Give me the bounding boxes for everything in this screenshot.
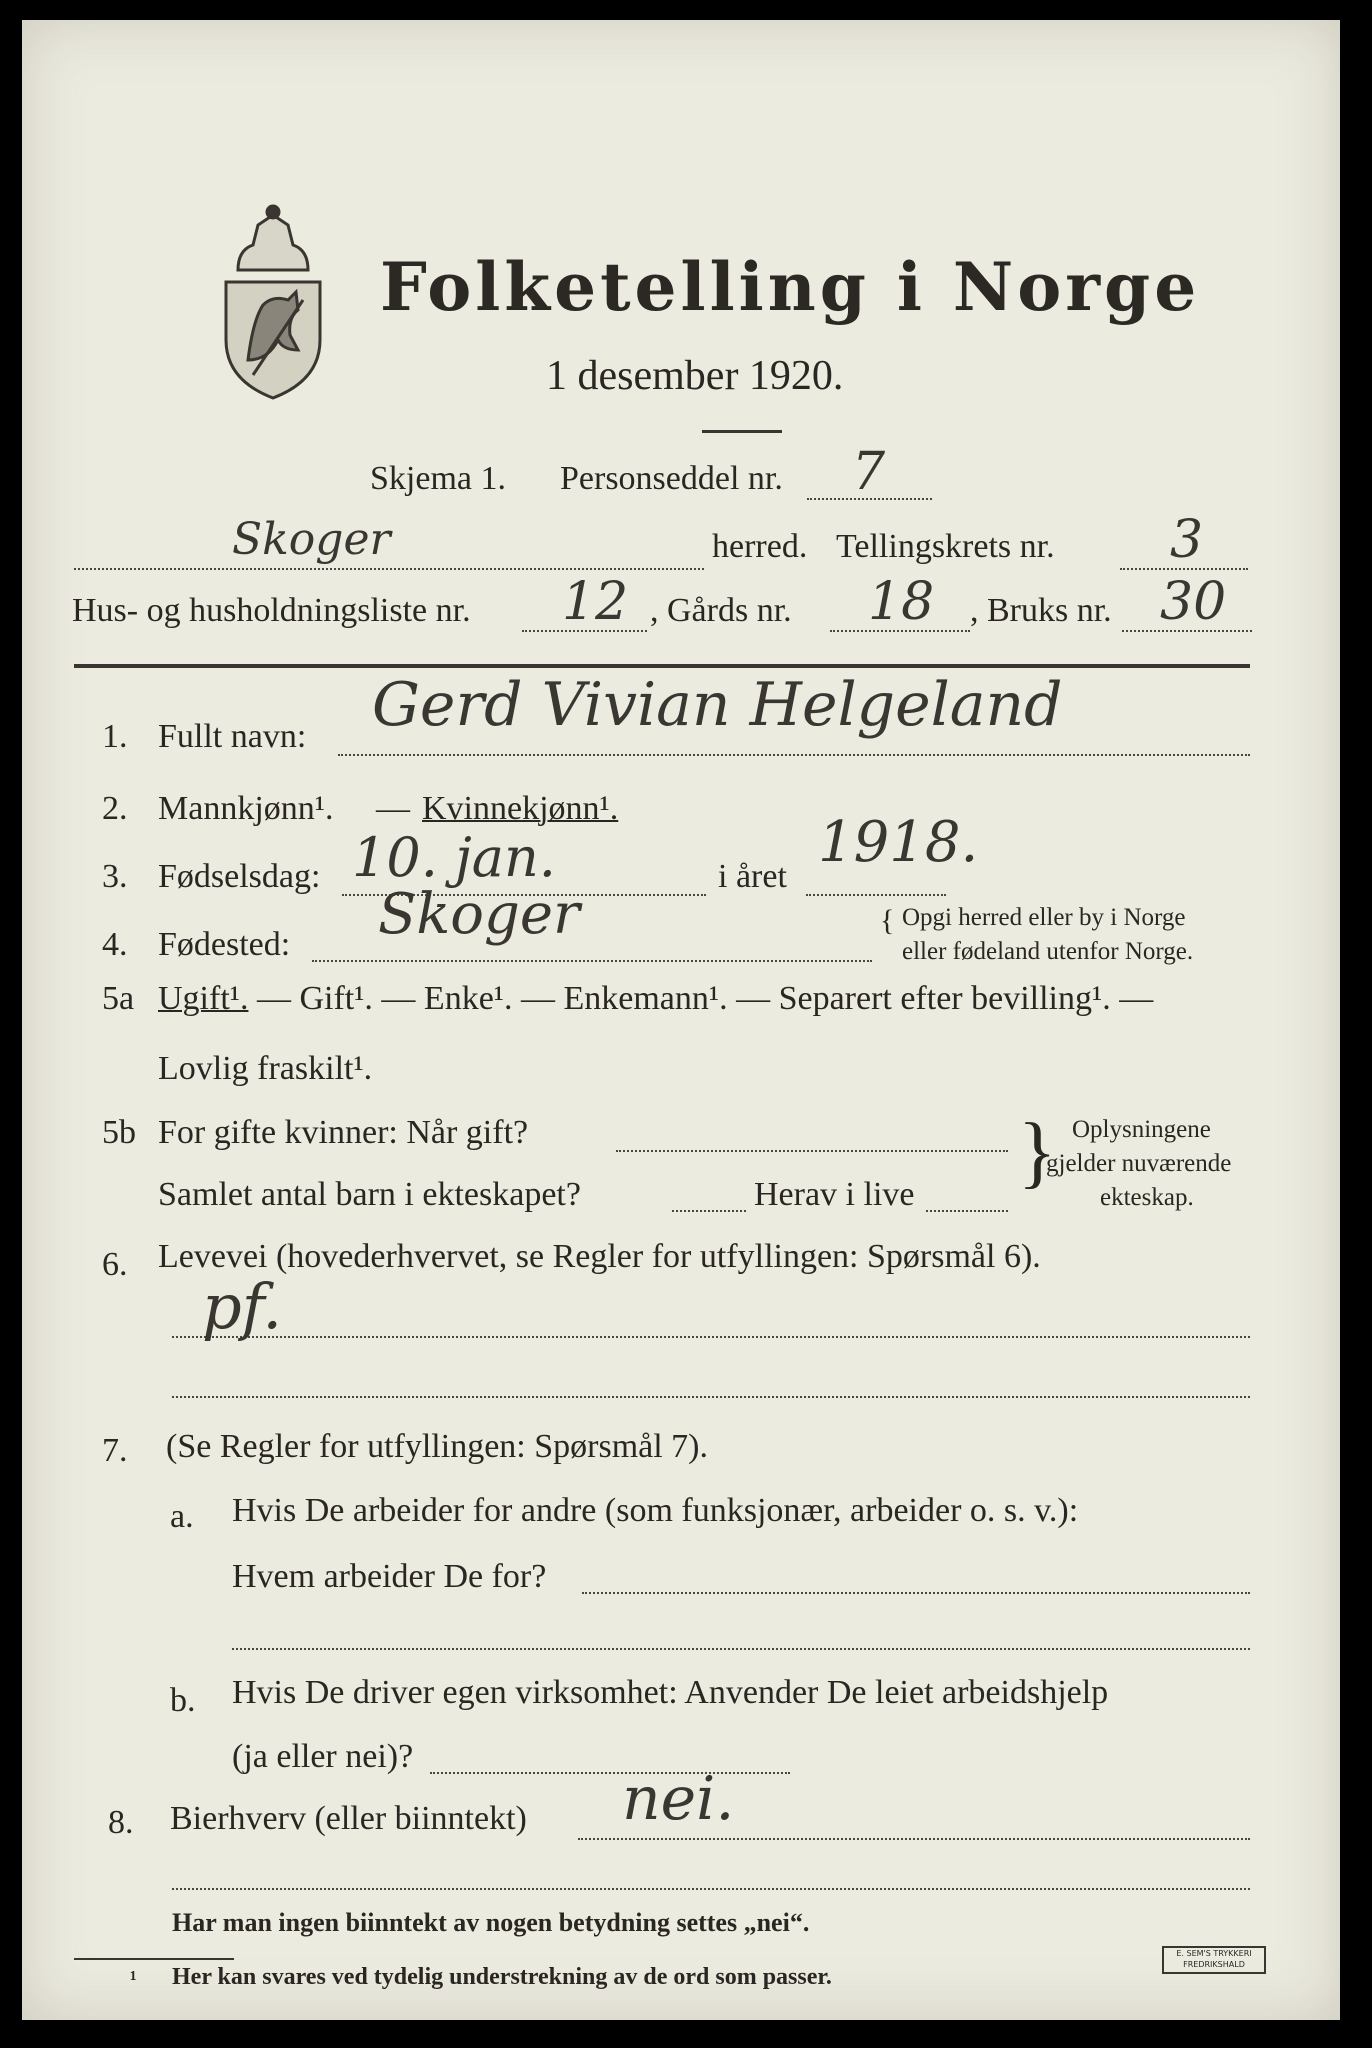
skjema-label: Skjema 1.	[370, 460, 506, 497]
q5a-line2: Lovlig fraskilt¹.	[158, 1050, 373, 1087]
q5b-number: 5b	[102, 1114, 136, 1151]
personseddel-value: 7	[852, 442, 886, 502]
q1-full-name-value: Gerd Vivian Helgeland	[372, 670, 1063, 740]
q3-year-line	[806, 894, 946, 896]
q7a-label: Hvis De arbeider for andre (som funksjonær, arbeider o. s. v.):	[232, 1492, 1079, 1529]
q5b-alive-line	[926, 1210, 1008, 1212]
census-date: 1 desember 1920.	[546, 353, 844, 399]
q5b-brace: }	[1018, 1108, 1057, 1196]
herred-line	[74, 568, 704, 570]
q8-value: nei.	[622, 1764, 735, 1834]
q3-label: Fødselsdag:	[158, 858, 321, 895]
bruks-value: 30	[1160, 572, 1227, 632]
q7b-question: (ja eller nei)?	[232, 1738, 414, 1775]
q7b-line	[430, 1772, 790, 1774]
q7b-label: Hvis De driver egen virksomhet: Anvender De leiet arbeidshjelp	[232, 1674, 1109, 1711]
q8-line1	[578, 1838, 1250, 1840]
q5b-note-line2: gjelder nuværende	[1046, 1150, 1232, 1177]
q5b-note-line3: ekteskap.	[1100, 1184, 1194, 1211]
q2-mann: Mannkjønn¹.	[158, 790, 334, 827]
q5b-children-line	[672, 1210, 746, 1212]
q5b-alive-label: Herav i live	[754, 1176, 915, 1213]
herred-label: herred.	[712, 528, 808, 565]
q6-label: Levevei (hovederhvervet, se Regler for utfyllingen: Spørsmål 6).	[158, 1238, 1041, 1275]
q3-year-label: i året	[718, 858, 787, 895]
census-form-sheet	[22, 20, 1340, 2020]
q2-kvinne-selected: Kvinnekjønn¹.	[422, 790, 619, 827]
footnote-divider	[74, 1958, 234, 1960]
footnote-text: Her kan svares ved tydelig understrekning av de ord som passer.	[172, 1964, 832, 1990]
q4-birthplace-value: Skoger	[378, 882, 580, 947]
q6-line1	[172, 1336, 1250, 1338]
q6-number: 6.	[102, 1246, 128, 1283]
q5b-note-line1: Oplysningene	[1072, 1116, 1211, 1143]
q3-day-value: 10. jan.	[352, 826, 556, 889]
q5b-line1: For gifte kvinner: Når gift?	[158, 1114, 529, 1151]
q2-separator: —	[376, 790, 410, 827]
header-divider	[74, 664, 1250, 668]
hus-value: 12	[562, 572, 629, 632]
q6-occupation-value: pf.	[202, 1270, 283, 1343]
q3-number: 3.	[102, 858, 128, 895]
q1-label: Fullt navn:	[158, 718, 307, 755]
footnote-mark: ¹	[130, 1966, 137, 1991]
title-divider	[702, 430, 782, 433]
bruks-label: , Bruks nr.	[970, 592, 1112, 629]
q1-number: 1.	[102, 718, 128, 755]
q4-note-line2: eller fødeland utenfor Norge.	[902, 938, 1194, 965]
q5b-married-line	[616, 1150, 1008, 1152]
q7a-question: Hvem arbeider De for?	[232, 1558, 547, 1595]
q8-label: Bierhverv (eller biinntekt)	[170, 1800, 527, 1837]
q7a-line2	[232, 1648, 1250, 1650]
q7a-number: a.	[170, 1498, 194, 1535]
q7a-line1	[582, 1592, 1250, 1594]
q5a-ugift-selected: Ugift¹.	[158, 980, 249, 1017]
personseddel-label: Personseddel nr.	[560, 460, 783, 497]
q4-line	[312, 960, 872, 962]
q5a-options	[158, 980, 1153, 1018]
q7-number: 7.	[102, 1432, 128, 1469]
q2-number: 2.	[102, 790, 128, 827]
q6-line2	[172, 1396, 1250, 1398]
q4-label: Fødested:	[158, 926, 291, 963]
q5a-other-options: — Gift¹. — Enke¹. — Enkemann¹. — Separert efter bevilling¹. —	[248, 980, 1154, 1017]
q4-number: 4.	[102, 926, 128, 963]
hus-label: Hus- og husholdningsliste nr.	[72, 592, 471, 629]
tellingskrets-label: Tellingskrets nr.	[836, 528, 1055, 565]
form-title: Folketelling i Norge	[380, 248, 1201, 326]
q4-note-line1: Opgi herred eller by i Norge	[902, 904, 1186, 931]
q8-line2	[172, 1888, 1250, 1890]
q7b-number: b.	[170, 1682, 196, 1719]
footer-note: Har man ingen biinntekt av nogen betydning settes „nei“.	[172, 1908, 810, 1937]
q7-label: (Se Regler for utfyllingen: Spørsmål 7).	[166, 1428, 709, 1465]
q3-year-value: 1918.	[818, 810, 979, 875]
q4-brace: {	[880, 904, 895, 937]
printer-mark: E. SEM'S TRYKKERI FREDRIKSHALD	[1162, 1946, 1266, 1974]
gards-value: 18	[868, 572, 935, 632]
q1-line	[338, 754, 1250, 756]
q8-number: 8.	[108, 1804, 134, 1841]
q5b-children-label: Samlet antal barn i ekteskapet?	[158, 1176, 581, 1213]
gards-label: , Gårds nr.	[650, 592, 792, 629]
tellingskrets-value: 3	[1170, 510, 1204, 570]
herred-value: Skoger	[232, 514, 391, 565]
q5a-number: 5a	[102, 980, 135, 1017]
norway-coat-of-arms-icon	[218, 200, 328, 400]
